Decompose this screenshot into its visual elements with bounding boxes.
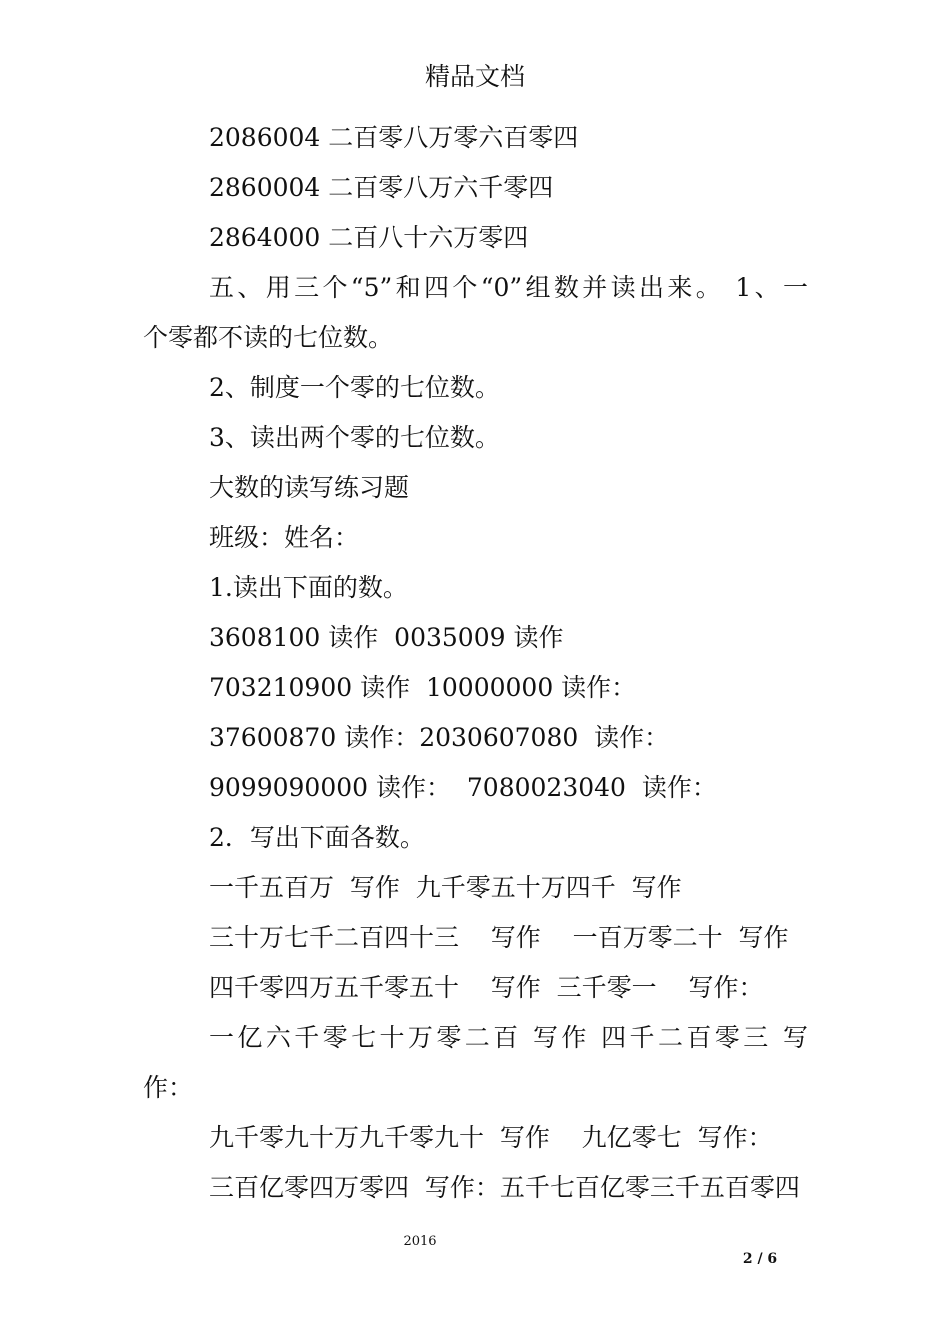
text-line: 作： [143, 1073, 194, 1102]
text-line: 个零都不读的七位数。 [143, 323, 394, 352]
text-line: 班级：姓名： [209, 523, 360, 552]
section-title: 大数的读写练习题 [209, 473, 410, 502]
text-line: 四千零四万五千零五十 写作 三千零一 写作： [209, 973, 764, 1002]
text-line: 2864000 二百八十六万零四 [209, 223, 529, 252]
document-body [143, 113, 808, 1213]
text-line: 2086004 二百零八万零六百零四 [209, 123, 579, 152]
text-line: 3608100 读作 0035009 读作 [209, 623, 564, 652]
text-line: 37600870 读作：2030607080 读作： [209, 723, 670, 752]
text-line: 2、制度一个零的七位数。 [209, 373, 500, 402]
text-line: 一亿六千零七十万零二百 写作 四千二百零三 写 [209, 1023, 808, 1052]
text-line: 九千零九十万九千零九十 写作 九亿零七 写作： [209, 1123, 773, 1152]
text-line: 三百亿零四万零四 写作：五千七百亿零三千五百零四 [209, 1173, 800, 1202]
text-line: 3、读出两个零的七位数。 [209, 423, 500, 452]
footer-year: 2016 [403, 1234, 437, 1249]
text-line: 五、用三个“5”和四个“0”组数并读出来。 1、一 [209, 273, 808, 302]
text-line: 一千五百万 写作 九千零五十万四千 写作 [209, 873, 682, 902]
question-heading: 1.读出下面的数。 [209, 573, 408, 602]
text-line: 2860004 二百零八万六千零四 [209, 173, 554, 202]
page-number: 2 / 6 [742, 1251, 778, 1267]
page-header-title: 精品文档 [424, 62, 525, 91]
text-line: 三十万七千二百四十三 写作 一百万零二十 写作 [209, 923, 789, 952]
question-heading: 2．写出下面各数。 [209, 823, 425, 852]
text-line: 703210900 读作 10000000 读作： [209, 673, 637, 702]
text-line: 9099090000 读作： 7080023040 读作： [209, 773, 717, 802]
